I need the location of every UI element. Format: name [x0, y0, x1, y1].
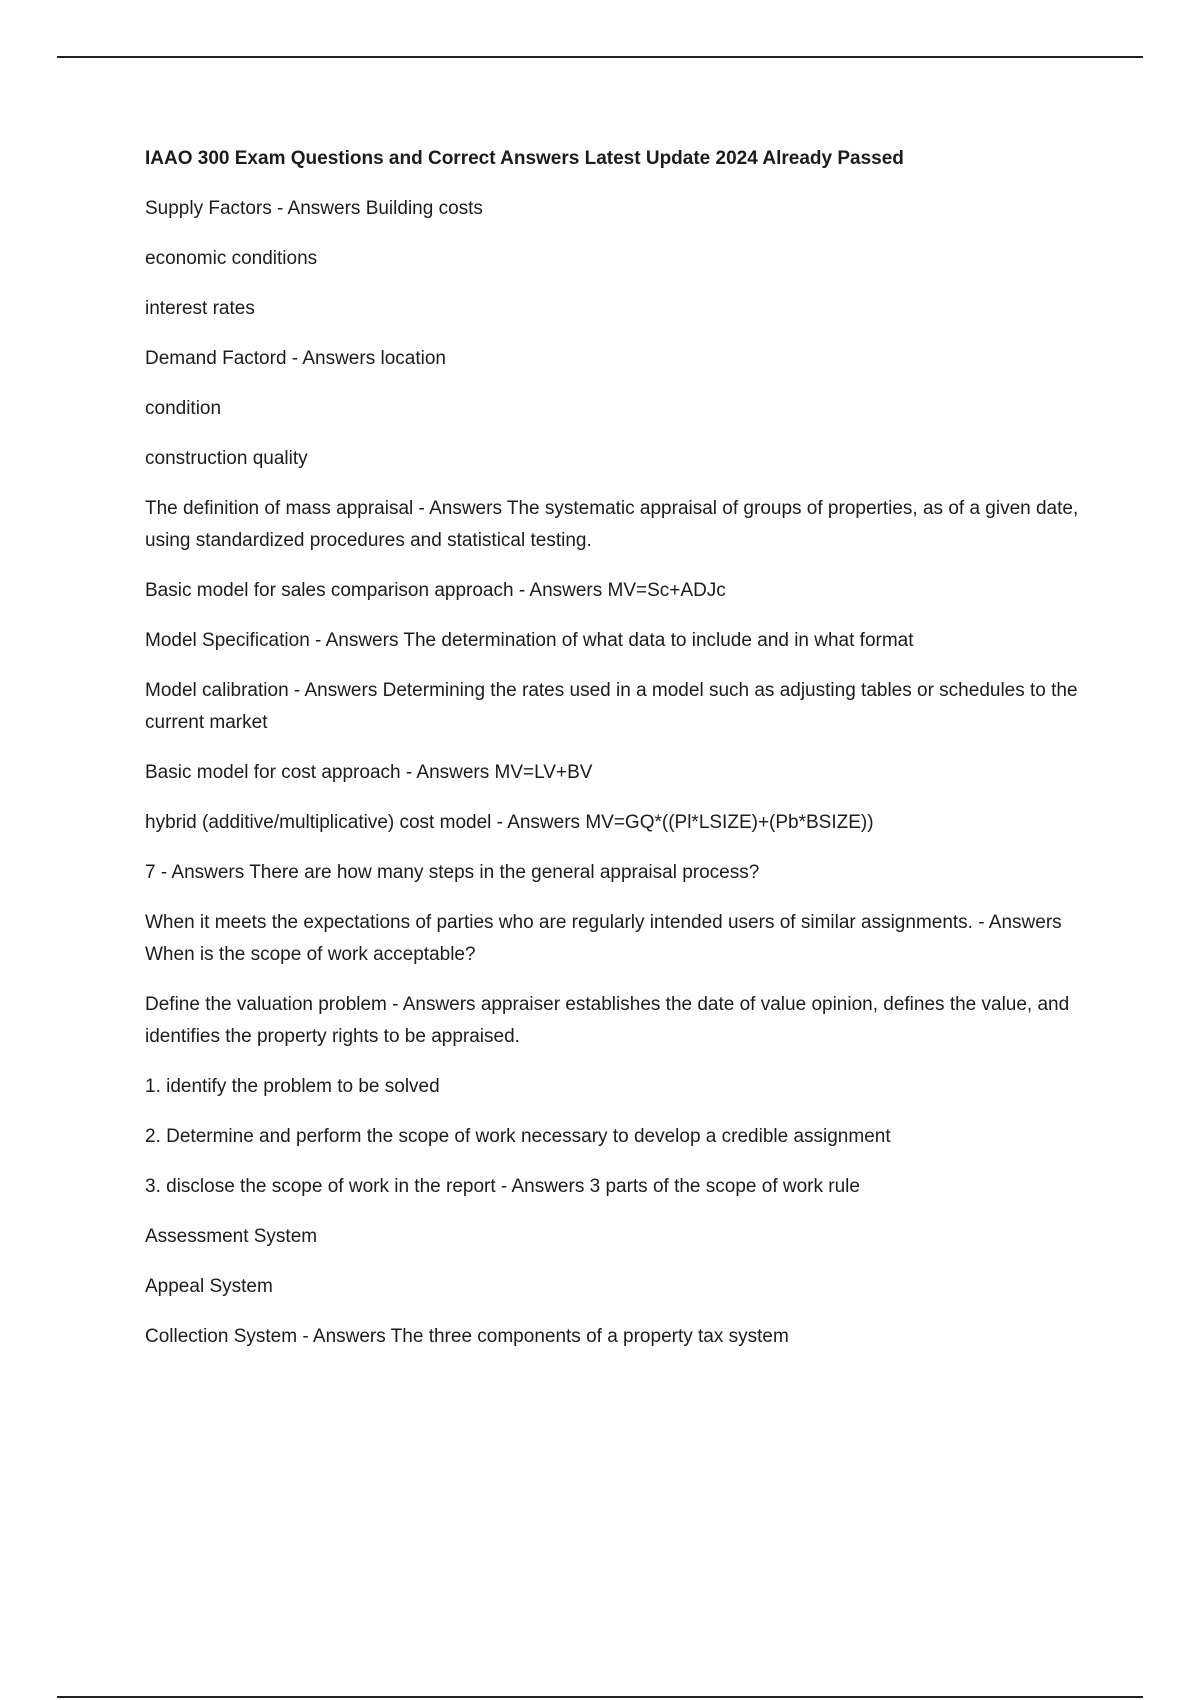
paragraph-sales-comparison-model: Basic model for sales comparison approach - Answers MV=Sc+ADJc	[145, 580, 726, 601]
paragraph-scope-rule-part-3: 3. disclose the scope of work in the report - Answers 3 parts of the scope of work rule	[145, 1176, 860, 1197]
paragraph-model-calibration: Model calibration - Answers Determining the rates used in a model such as adjusting tables or schedules to the current market	[145, 680, 1078, 733]
paragraph-appeal-system: Appeal System	[145, 1276, 273, 1297]
paragraph-scope-rule-part-1: 1. identify the problem to be solved	[145, 1076, 440, 1097]
document-body	[145, 143, 1095, 1371]
paragraph-scope-of-work-acceptable: When it meets the expectations of parties who are regularly intended users of similar assignments. - Answers When is the scope of work acceptable?	[145, 912, 1062, 965]
paragraph-cost-approach-model: Basic model for cost approach - Answers MV=LV+BV	[145, 762, 593, 783]
paragraph-interest-rates: interest rates	[145, 298, 255, 319]
paragraph-collection-system: Collection System - Answers The three components of a property tax system	[145, 1326, 789, 1347]
paragraph-scope-rule-part-2: 2. Determine and perform the scope of work necessary to develop a credible assignment	[145, 1126, 891, 1147]
paragraph-construction-quality: construction quality	[145, 448, 308, 469]
paragraph-condition: condition	[145, 398, 222, 419]
paragraph-valuation-problem: Define the valuation problem - Answers appraiser establishes the date of value opinion, defines the value, and identifies the property rights to be appraised.	[145, 994, 1070, 1047]
paragraph-model-specification: Model Specification - Answers The determination of what data to include and in what format	[145, 630, 914, 651]
paragraph-demand-factors: Demand Factord - Answers location	[145, 348, 446, 369]
document-title: IAAO 300 Exam Questions and Correct Answers Latest Update 2024 Already Passed	[145, 148, 904, 169]
paragraph-assessment-system: Assessment System	[145, 1226, 318, 1247]
paragraph-mass-appraisal: The definition of mass appraisal - Answers The systematic appraisal of groups of properties, as of a given date, using standardized procedures and statistical testing.	[145, 498, 1079, 551]
paragraph-supply-factors: Supply Factors - Answers Building costs	[145, 198, 483, 219]
footer-rule	[57, 1696, 1143, 1698]
paragraph-hybrid-cost-model: hybrid (additive/multiplicative) cost model - Answers MV=GQ*((Pl*LSIZE)+(Pb*BSIZE))	[145, 812, 874, 833]
header-rule	[57, 56, 1143, 58]
paragraph-appraisal-steps: 7 - Answers There are how many steps in the general appraisal process?	[145, 862, 760, 883]
paragraph-economic-conditions: economic conditions	[145, 248, 318, 269]
